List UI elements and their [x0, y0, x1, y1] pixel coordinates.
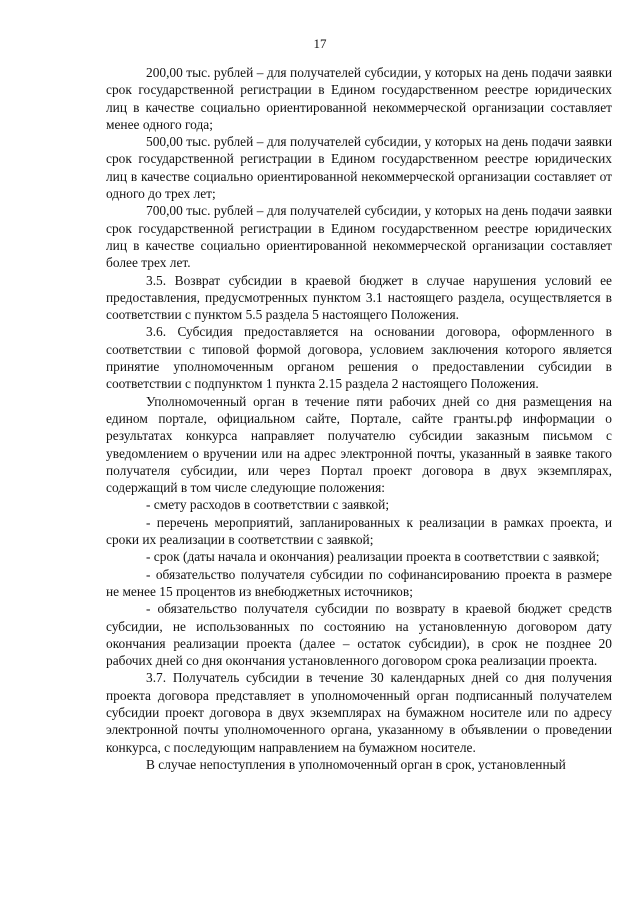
- paragraph-contract-provisions: Уполномоченный орган в течение пяти рабочих дней со дня размещения на едином портале, официальном сайте, Портале, сайте гранты.рф информации о результатах конкурса направляет получателю субсидии заказным письмом с уведомлением о вручении или на адрес электронной почты, указанный в заявке такого получателя субсидии, или через Портал проект договора в двух экземплярах, содержащий в том числе следующие положения:: [106, 393, 612, 496]
- paragraph-subsidy-200: 200,00 тыс. рублей – для получателей субсидии, у которых на день подачи заявки срок государственной регистрации в Едином государственном реестре юридических лиц в качестве социально ориентированной некоммерческой организации составляет менее одного года;: [106, 65, 612, 132]
- list-item: - обязательство получателя субсидии по софинансированию проекта в размере не менее 15 процентов из внебюджетных источников;: [106, 566, 612, 599]
- paragraph-3-6: 3.6. Субсидия предоставляется на основании договора, оформленного в соответствии с типовой формой договора, условием заключения которого является принятие уполномоченным органом решения о предоставлении субсидии в соответствии с подпунктом 1 пункта 2.15 раздела 2 настоящего Положения.: [106, 324, 612, 392]
- list-item: - обязательство получателя субсидии по возврату в краевой бюджет средств субсидии, не использованных по состоянию на установленную договором дату окончания реализации проекта (далее – остаток субсидии), в срок не позднее 20 рабочих дней со дня окончания установленного договором срока реализации проекта.: [106, 601, 612, 669]
- paragraph-3-7: 3.7. Получатель субсидии в течение 30 календарных дней со дня получения проекта договора представляет в уполномоченный орган подписанный получателем субсидии проект договора в двух экземплярах на бумажном носителе или по адресу электронной почты уполномоченного органа, указанному в объявлении о проведении конкурса, с последующим направлением на бумажном носителе.: [106, 670, 612, 755]
- paragraph-subsidy-500: 500,00 тыс. рублей – для получателей субсидии, у которых на день подачи заявки срок государственной регистрации в Едином государственном реестре юридических лиц в качестве социально ориентированной некоммерческой организации составляет от одного до трех лет;: [106, 134, 612, 202]
- paragraph-continuation: В случае непоступления в уполномоченный орган в срок, установленный: [146, 756, 566, 772]
- page-number: 17: [313, 36, 327, 51]
- body-text: [106, 64, 612, 773]
- list-item: - срок (даты начала и окончания) реализации проекта в соответствии с заявкой;: [146, 549, 600, 565]
- list-item: - перечень мероприятий, запланированных к реализации в рамках проекта, и сроки их реализации в соответствии с заявкой;: [106, 514, 612, 548]
- paragraph-3-5: 3.5. Возврат субсидии в краевой бюджет в случае нарушения условий ее предоставления, предусмотренных пунктом 3.1 настоящего раздела, осуществляется в соответствии с пунктом 5.5 раздела 5 настоящего Положения.: [106, 272, 612, 323]
- paragraph-subsidy-700: 700,00 тыс. рублей – для получателей субсидии, у которых на день подачи заявки срок государственной регистрации в Едином государственном реестре юридических лиц в качестве социально ориентированной некоммерческой организации составляет более трех лет.: [106, 203, 612, 271]
- list-item: - смету расходов в соответствии с заявкой;: [146, 497, 390, 513]
